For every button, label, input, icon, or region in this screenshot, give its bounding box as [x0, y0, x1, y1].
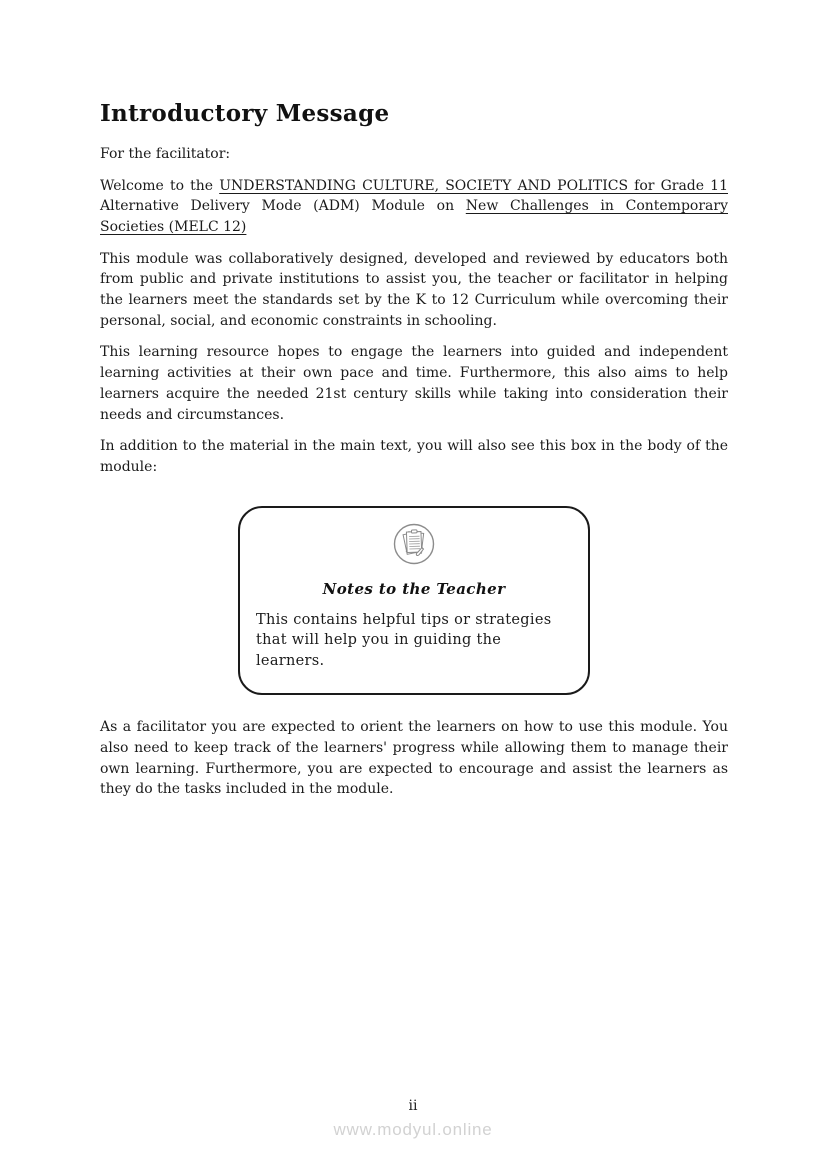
- paragraph-box-intro: In addition to the material in the main text, you will also see this box in the body of the module:: [100, 438, 728, 475]
- paragraph-module-design: This module was collaboratively designed, developed and reviewed by educators both from public and private institutions to assist you, the teacher or facilitator in helping the learners meet the standards set by the K to 12 Curriculum while overcoming their personal, social, and economic constraints in schooling.: [100, 250, 728, 329]
- notes-box-title: Notes to the Teacher: [322, 579, 506, 598]
- notes-to-teacher-box: [238, 506, 590, 696]
- page-number: ii: [408, 1098, 418, 1114]
- welcome-melc-underlined: New Challenges in Contemporary Societies (MELC 12): [100, 198, 728, 235]
- salutation: For the facilitator:: [100, 146, 231, 162]
- welcome-paragraph: [100, 176, 728, 238]
- notes-box-body: This contains helpful tips or strategies that will help you in guiding the learners.: [256, 611, 552, 669]
- welcome-pre-text: Welcome to the: [100, 177, 220, 194]
- welcome-module-name-underlined: UNDERSTANDING CULTURE, SOCIETY AND POLITICS for Grade 11: [219, 177, 728, 194]
- page-title: Introductory Message: [100, 100, 390, 127]
- paragraph-learning-resource: This learning resource hopes to engage the learners into guided and independent learning activities at their own pace and time. Furthermore, this also aims to help learners acquire the needed 21st century skills while taking into consideration their needs and circumstances.: [100, 344, 728, 423]
- paragraph-facilitator-role: As a facilitator you are expected to orient the learners on how to use this module. You also need to keep track of the learners' progress while allowing them to manage their own learning. Furthermore, you are expected to encourage and assist the learners as they do the tasks included in the module.: [100, 719, 728, 798]
- page-content: [100, 0, 728, 800]
- notes-clipboard-icon: [256, 522, 572, 570]
- welcome-mid-text: Alternative Delivery Mode (ADM) Module on: [100, 198, 466, 215]
- watermark-text: www.modyul.online: [333, 1120, 493, 1139]
